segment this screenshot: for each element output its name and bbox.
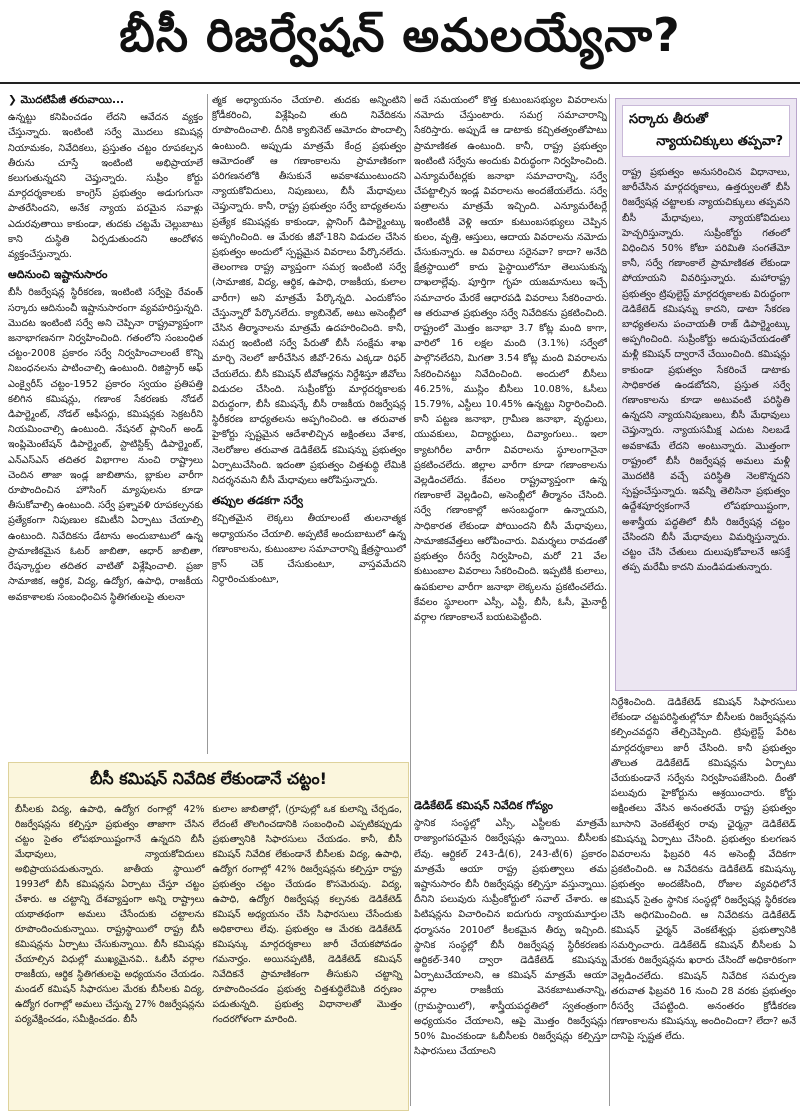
article-column-1	[8, 93, 203, 755]
paragraph: ఉన్నట్టు కనిపించడం లేదని ఆవేదన వ్యక్తం చేస్తున్నారు. ఇంటింటి సర్వే మొదలు కమిషన్ల నియామకం, నివేదికలు, ప్రస్తుతం చట్టం రూపకల్పన తీరును చూస్తే ఇంటింటి అభిప్రాయాలే కలుగుతున్నదని చెప్తున్నారు. సుప్రీం కోర్టు మార్గదర్శకాలకు కాంగ్రెస్ ప్రభుత్వం అడుగుగునా పాతరేసిందని, అనేక న్యాయ పరమైన సవాళ్లు ఎదురవుతాయి కాకుండా, తుదకు చట్టమే చెల్లుబాటు కాని దుస్థితి ఏర్పడుతుందని ఆందోళన వ్యక్తంచేస్తున్నారు.	[8, 112, 203, 261]
paragraph: త్మక అధ్యాయనం చేయాలి. తుదకు అన్నింటిని క్రోడీకరించి, విశ్లేషించి తుది నివేదికను రూపొందించాలి. దీనికి క్యాబినెట్ ఆమోదం పొందాల్సి ఉంటుంది. అప్పుడు మాత్రమే కేంద్ర ప్రభుత్వం ఆమోదంతో ఆ గణాంకాలను ప్రామాణికంగా పరిగణనలోకి తీసుకునే అవకాశముంటుందని న్యాయకోవిదులు, నిపుణులు, బీసీ మేధావులు చెప్తున్నారు. కానీ, రాష్ట్ర ప్రభుత్వం సర్వే బాధ్యతలను ప్రత్యేక కమిషన్లకు కాకుండా, ప్లానింగ్ డిపార్ట్మెంట్కు అప్పగించింది. ఆ మేరకు జీవో-18ని విడుదల చేసిన ప్రభుత్వం అందులో స్పష్టమైన వివరాలు పేర్కొనలేదు. తెలంగాణ రాష్ట్ర వ్యాప్తంగా సమగ్ర ఇంటింటి సర్వే (సామాజిక, విద్య, ఆర్థిక, ఉపాధి, రాజకీయ, కులాల వారీగా) అని మాత్రమే పేర్కొన్నది. ఎందుకోసం చేస్తున్నారో పేర్కొనలేదు. క్యాబినెట్, అటు అసెంబ్లీలో చేసిన తీర్మానాలను మాత్రమే ఉదహరించింది. కానీ, సమగ్ర ఇంటింటి సర్వే పేరుతో బీసీ సంక్షేమ శాఖ మార్చి నెలలో జారీచేసిన జీవో-26ను ఎక్కడా రిఫర్ చేయలేదు. బీసీ కమిషన్ టీవోఆర్లను నిర్దేశిస్తూ జీవోలు విడుదల చేసింది. సుప్రీంకోర్టు మార్గదర్శకాలకు విరుద్ధంగా, బీసీ కమిషన్కే బీసీ రాజకీయ రిజర్వేషన్ల స్థిరీకరణ బాధ్యతలను అప్పగించింది. ఆ తరువాత హైకోర్టు స్పష్టమైన ఆదేశాలిచ్చిన అక్షింతలు వేశాక, నెలరోజుల తరువాత డెడికేటెడ్ కమిషన్ను ప్రభుత్వం ఏర్పాటుచేసింది. ఇదంతా ప్రభుత్వం చిత్తశుద్ధి లేమికి నిదర్శనమని బీసీ మేధావులు ఆరోపిస్తున్నారు.	[212, 95, 406, 487]
article-column-2	[212, 93, 406, 755]
subheading: ఆదినుంచి ఇష్టానుసారం	[8, 268, 108, 282]
paragraph: నిర్దేశించింది. డెడికేటెడ్ కమిషన్ సిఫారసులు లేకుండా చట్టపరిస్థితుల్లోనూ బీసీలకు రిజర్వేషన్లను కల్పించవద్దని తేల్చిచెప్పింది. ట్రిపుల్టెస్ట్ పేరిట మార్గదర్శకాలు జారీ చేసింది. కానీ ప్రభుత్వం తొలుత డెడికేటెడ్ కమిషన్లను ఏర్పాటు చేయకుండానే సర్వేను నిర్వహింపజేసింది. దీంతో పలువురు హైకోర్టును ఆశ్రయించారు. కోర్టు అక్షింతలు వేసిన అనంతరమే రాష్ట్ర ప్రభుత్వం బూసాని వెంకటేశ్వర రావు ఛైర్మన్గా డెడికేటెడ్ కమిషన్ను ఏర్పాటు చేసింది. ప్రభుత్వం కులగణన వివరాలను ఫిబ్రవరి 4న అసెంబ్లీ వేదికగా ప్రకటించింది. ఆ నివేదికను డెడికేటెడ్ కమిషన్కు ప్రభుత్వం అందజేసింది, రోజుల వ్యవధిలోనే కమిషన్ సైతం స్థానిక సంస్థల్లో రిజర్వేషన్ల స్థిరీకరణ చేసి అధిగమించింది. ఆ నివేదికను డెడికేటెడ్ కమిషన్ ఛైర్మన్ వెంకటేశ్వర్లు ప్రభుత్వానికి సమర్పించారు. డెడికేటెడ్ కమిషన్ బీసీలకు ఏ మేరకు రిజర్వేషన్లను ఖరారు చేసిందో అధికారికంగా వెల్లడించలేదు. కమిషన్ నివేదిక సమర్పణ తరువాత ఫిబ్రవరి 16 నుంచి 28 వరకు ప్రభుత్వం రీసర్వే చేపట్టింది. అనంతరం క్రోడీకరణ గణాంకాలను కమిషన్కు అందించిందా? లేదా? అనే దానిపై స్పష్టత లేదు.	[611, 697, 796, 1043]
arrow-right-icon: ❯	[8, 94, 17, 106]
continuation-kicker	[8, 93, 203, 108]
article-column-3	[414, 93, 607, 793]
column-rule	[609, 94, 610, 1106]
article-column-3-lower	[414, 798, 607, 1108]
paragraph: కచ్చితమైన లెక్కలు తీయాలంటే తులనాత్మక అధ్యాయనం చేయాలి. అప్పటికే అందుబాటులో ఉన్న గణాంకాలను, కుటుంబాల సమాచారాన్ని క్షేత్రస్థాయిలో క్రాస్ చెక్ చేసుకుంటూ, వాస్తవమేదని నిర్ధారించుకుంటూ,	[212, 513, 406, 586]
paragraph: స్థానిక సంస్థల్లో ఎస్సీ, ఎస్టీలకు మాత్రమే రాజ్యాంగపరమైన రిజర్వేషన్లు ఉన్నాయి. బీసీలకు లేవు. ఆర్టికల్ 243-డీ(6), 243-టీ(6) ప్రకారం మాత్రమే ఆయా రాష్ట్ర ప్రభుత్వాలు తమ ఇష్టానుసారం బీసీ రిజర్వేషన్లు కల్పిస్తూ వస్తున్నాయి. దీనిని పలువురు సుప్రీంకోర్టులో సవాల్ చేశారు. ఆ పిటిషన్లను విచారించిన ఐదుగురు న్యాయమూర్తుల ధర్మాసనం 2010లో కీలకమైన తీర్పు ఇచ్చింది. స్థానిక సంస్థల్లో బీసీ రిజర్వేషన్ల స్థిరీకరణకు ఆర్టికల్-340 ద్వారా డెడికేటెడ్ కమిషన్ను ఏర్పాటుచేయాలని, ఆ కమిషన్ మాత్రమే ఆయా వర్గాల రాజకీయ వెనకబాటుతనాన్ని, (గ్రామస్థాయిలో), శాస్త్రీయపద్ధతిలో స్వతంత్రంగా అధ్యయనం చేయాలని, ఆపై మొత్తం రిజర్వేషన్లు 50% మించకుండా ఓబీసీలకు రిజర్వేషన్లు కల్పిస్తూ సిఫారసులు చేయాలని	[414, 818, 607, 1058]
headline: బీసీ రిజర్వేషన్ అమలయ్యేనా?	[0, 0, 800, 84]
subheading: డెడికేటెడ్ కమిషన్ నివేదిక గోప్యం	[414, 799, 553, 812]
paragraph: బీసీ రిజర్వేషన్ల స్థిరీకరణ, ఇంటింటి సర్వేపై రేవంత్ సర్కారు ఆదినుంచీ ఇష్టానుసారంగా వ్యవహరిస్తున్నది. మొదట ఇంటింటి సర్వే అని చెప్పినా రాష్ట్రవ్యాప్తంగా జనాభాగణనగా నిర్వహించింది. గతంలోని సంబంధిత చట్టం-2008 ప్రకారం సర్వే నిర్వహించాలంటే కొన్ని నిబంధనలను పాటించాల్సి ఉంటుంది. రిజిస్ట్రార్ ఆఫ్ ఎంక్వైరీస్ చట్టం-1952 ప్రకారం స్వయం ప్రతిపత్తి కలిగిన కమిషన్లు, గణాంక సేకరణకు నోడల్ డిపార్ట్మెంట్, నోడల్ ఆఫీసర్లు, కమిషన్లకు సెక్రటరీని నియమించాల్సి ఉంటుంది. నేషనల్ ప్లానింగ్ అండ్ ఇంప్లిమెంటేషన్ డిపార్ట్మెంట్, స్టాటిస్టిక్స్ డిపార్ట్మెంట్, ఎన్ఎస్ఎస్ తదితర విభాగాల నుంచి రాష్ట్రాలు చెందిన తాజా ఇండ్ల జాబితాను, బ్లాకుల వారీగా రూపొందించిన హౌసింగ్ మ్యాపులను కూడా తీసుకోవాల్సి ఉంటుంది. సర్వే ప్రశ్నావళి రూపకల్పనకు ప్రత్యేకంగా నిపుణుల కమిటీని ఏర్పాటు చేయాల్సి ఉంటుంది. నివేదికను డేటాను అందుబాటులో ఉన్న ప్రామాణికమైన ఓటర్ జాబితా, ఆధార్ జాబితా, రేషన్కార్డుల తదితర వాటితో విశ్లేషించాలి. ప్రజా సామాజిక, ఆర్థిక, విద్య, ఉద్యోగ, ఉపాధి, రాజకీయ అవకాశాలకు సంబంధించిన స్థితిగతులపై తులనా	[8, 287, 203, 603]
paragraph: అదే సమయంలో కొత్త కుటుంబసభ్యుల వివరాలను నమోదు చేస్తుంటారు. సమగ్ర సమాచారాన్ని సేకరిస్తారు. అప్పుడే ఆ డాటాకు కచ్చితత్వంతోపాటు ప్రామాణికత ఉంటుంది. కానీ, రాష్ట్ర ప్రభుత్వం ఇంటింటి సర్వేను అందుకు విరుద్ధంగా నిర్వహించింది. ఎన్యూమరేటర్లకు జనాభా సమాచారాన్ని, సర్వే చేపట్టాల్సిన ఇండ్ల వివరాలను అందజేయలేదు. సర్వే పత్రాలను మాత్రమే ఇచ్చింది. ఎన్యూమరేటర్లే ఇంటింటికీ వెళ్లి ఆయా కుటుంబసభ్యులు చెప్పిన కులం, వృత్తి, ఆస్తులు, ఆదాయ వివరాలను నమోదు చేసుకున్నారు. ఆ వివరాలు సరైనవా? కాదా? అనేది క్షేత్రస్థాయిలో కాదు పైస్థాయిలోనూ తెలుసుకున్న దాఖలాల్లేవు. పూర్తిగా గృహ యజమానులు ఇచ్చే సమాచారం మేరకే ఆధారపడి వివరాలు సేకరించారు. ఆ తరువాత ప్రభుత్వం సర్వే నివేదికను ప్రకటించింది. రాష్ట్రంలో మొత్తం జనాభా 3.7 కోట్ల మంది కాగా, వారిలో 16 లక్షల మంది (3.1%) సర్వేలో పాల్గొనలేదని, మిగతా 3.54 కోట్ల మంది వివరాలను సేకరించినట్టు నివేదించింది. అందులో బీసీలు 46.25%, ముస్లిం బీసీలు 10.08%, ఓసీలు 15.79%, ఎస్టీలు 10.45% ఉన్నట్టు నిర్ధారించింది. కానీ పట్టణ జనాభా, గ్రామీణ జనాభా, వృద్ధులు, యువకులు, విద్యార్థులు, దివ్యాంగులు.. ఇలా క్యాటగిరీల వారీగా వివరాలను స్థూలంగానైనా ప్రకటించలేదు. జిల్లాల వారీగా కూడా గణాంకాలను వెల్లడించలేదు. కేవలం రాష్ట్రవ్యాప్తంగా ఉన్న గణాంకాలే వెల్లడించి, అసెంబ్లీలో తీర్మానం చేసింది. సర్వే గణాంకాల్లో అసంబద్ధంగా ఉన్నాయని, సాధికారత లేకుండా పోయిందని బీసీ మేధావులు, సామాజికవేత్తలు ఆరోపించారు. విమర్శలు రావడంతో ప్రభుత్వం రీసర్వే నిర్వహించి, మరో 21 వేల కుటుంబాల వివరాలు సేకరించింది. ఇప్పటికీ కులాలు, ఉపకులాల వారీగా జనాభా లెక్కలను ప్రకటించలేదు. కేవలం స్థూలంగా ఎస్సీ, ఎస్టీ, బీసీ, ఓసీ, మైనార్టీ వర్గాల గణాంకాలనే బయటపెట్టింది.	[414, 95, 607, 623]
boxed-story-title: బీసీ కమిషన్ నివేదిక లేకుండానే చట్టం!	[9, 763, 408, 798]
sidebar-box	[615, 98, 797, 691]
boxed-story-column-right: కులాల జాబితాల్లో, (గ్రూపుల్లో ఒక కులాన్ని చేర్చడం, లేదంటే తొలగించడానికి సంబంధించి ఎప్పటికప్పుడు ప్రభుత్వానికి సిఫారసులు చేయడం. కానీ, బీసీ కమిషన్ నివేదిక లేకుండానే బీసీలకు విద్య, ఉపాధి, ఉద్యోగ రంగాల్లో 42% రిజర్వేషన్లను కల్పిస్తూ రాష్ట్ర ప్రభుత్వం చట్టం చేయడం కొసమెరుపు. విద్య, ఉపాధి, ఉద్యోగ రిజర్వేషన్ల కల్పనకు డెడికేటెడ్ కమిషన్ అధ్యయనం చేసి సిఫారసులు చేసేందుకు అధికారాలు లేవు. ప్రభుత్వం ఆ మేరకు డెడికేటెడ్ కమిషన్కు మార్గదర్శకాలు జారీ చేయకపోవడం గమనార్హం. అయినప్పటికీ, డెడికేటెడ్ కమిషన్ నివేదికనే ప్రామాణికంగా తీసుకుని చట్టాన్ని రూపొందించడం ప్రభుత్వ చిత్తశుద్ధిలేమికి దర్పణం పడుతున్నది. ప్రభుత్వ విధానాలతో మొత్తం గందరగోళంగా మారింది.	[212, 804, 402, 1025]
article-column-4-lower	[611, 695, 796, 1107]
kicker-text: మొదటిపేజీ తరువాయి...	[20, 94, 125, 106]
boxed-story-body	[9, 798, 408, 1031]
sidebar-title	[622, 105, 790, 157]
sidebar-text: రాష్ట్ర ప్రభుత్వం అనుసరించిన విధానాలు, జారీచేసిన మార్గదర్శకాలు, ఉత్తర్వులతో బీసీ రిజర్వేషన్ల చట్టాలకు న్యాయచిక్కులు తప్పవని బీసీ మేధావులు, న్యాయకోవిదులు హెచ్చరిస్తున్నారు. సుప్రీంకోర్టు గతంలో విధించిన 50% కోటా పరిమితి సంగతేమో కానీ, సర్వే గణాంకాలే ప్రామాణికత లేకుండా పోయాయని వివరిస్తున్నారు. మహారాష్ట్ర ప్రభుత్వం ట్రిపుల్టెస్ట్ మార్గదర్శకాలకు విరుద్ధంగా డెడికేటెడ్ కమిషన్ను కాదని, డాటా సేకరణ బాధ్యతలను పంచాయతీ రాజ్ డిపార్ట్మెంట్కు అప్పగించింది. సుప్రీంకోర్టు అదుపుచేయడంతో మళ్లీ కమిషన్ ద్వారానే చేయించింది. కమిషన్లు కాకుండా ప్రభుత్వం సేకరించే డాటాకు సాధికారత ఉండబోదని, ప్రస్తుత సర్వే గణాంకాలను కూడా అటువంటి పరిస్థితి ఉన్నదని న్యాయనిపుణులు, బీసీ మేధావులు చెప్తున్నారు. న్యాయసమీక్ష ఎదుట నిలబడే అవకాశమే లేదని అంటున్నారు. మొత్తంగా రాష్ట్రంలో బీసీ రిజర్వేషన్ల అమలు మళ్లీ మొదటికి వచ్చే పరిస్థితి నెలకొన్నదని స్పష్టంచేస్తున్నారు. ఇవన్నీ తెలిసినా ప్రభుత్వం ఉద్దేశపూర్వకంగానే లోపభూయిష్టంగా, అశాస్త్రీయ పద్ధతిలో బీసీ రిజర్వేషన్ల చట్టం చేసిందని బీసీ మేధావులు విమర్శిస్తున్నారు. చట్టం చేసి చేతులు దులుపుకోవాలనే ఆసక్తే తప్ప మరేమీ కాదని మండిపడుతున్నారు.	[622, 167, 790, 574]
sidebar-title-line2: న్యాయచిక్కులు తప్పవా?	[656, 134, 783, 149]
subheading: తప్పుల తడకగా సర్వే	[212, 494, 303, 508]
column-rule	[410, 94, 411, 1106]
boxed-story	[8, 762, 409, 1111]
boxed-story-column-left: బీసీలకు విద్య, ఉపాధి, ఉద్యోగ రంగాల్లో 42% రిజర్వేషన్లను కల్పిస్తూ ప్రభుత్వం తాజాగా చేసిన చట్టం సైతం లోపభూయిష్టంగానే ఉన్నదని బీసీ మేధావులు, న్యాయకోవిదులు అభిప్రాయపడుతున్నారు. జాతీయ స్థాయిలో 1993లో బీసీ కమిషన్లను ఏర్పాటు చేస్తూ చట్టం చేశారు. ఆ చట్టాన్ని దేశవ్యాప్తంగా అన్ని రాష్ట్రాలు యథాతథంగా అమలు చేసేందుకు చట్టాలను రూపొందించుకున్నాయి. రాష్ట్రస్థాయిలో రాష్ట్ర బీసీ కమిషన్లను ఏర్పాటు చేసుకున్నాయి. బీసీ కమిషన్లు చేయాల్సిన విధుల్లో ముఖ్యమైనవి.. ఓబీసీ వర్గాల రాజకీయ, ఆర్థిక స్థితిగతులపై అధ్యయనం చేయడం. మండల్ కమిషన్ సిఫారసుల మేరకు బీసీలకు విద్య, ఉద్యోగ రంగాల్లో అమలు చేస్తున్న 27% రిజర్వేషన్లను పర్యవేక్షించడం, సమీక్షించడం. బీసీ	[15, 804, 205, 1025]
column-rule	[207, 94, 208, 754]
sidebar-title-line1: సర్కారు తీరుతో	[629, 112, 708, 127]
